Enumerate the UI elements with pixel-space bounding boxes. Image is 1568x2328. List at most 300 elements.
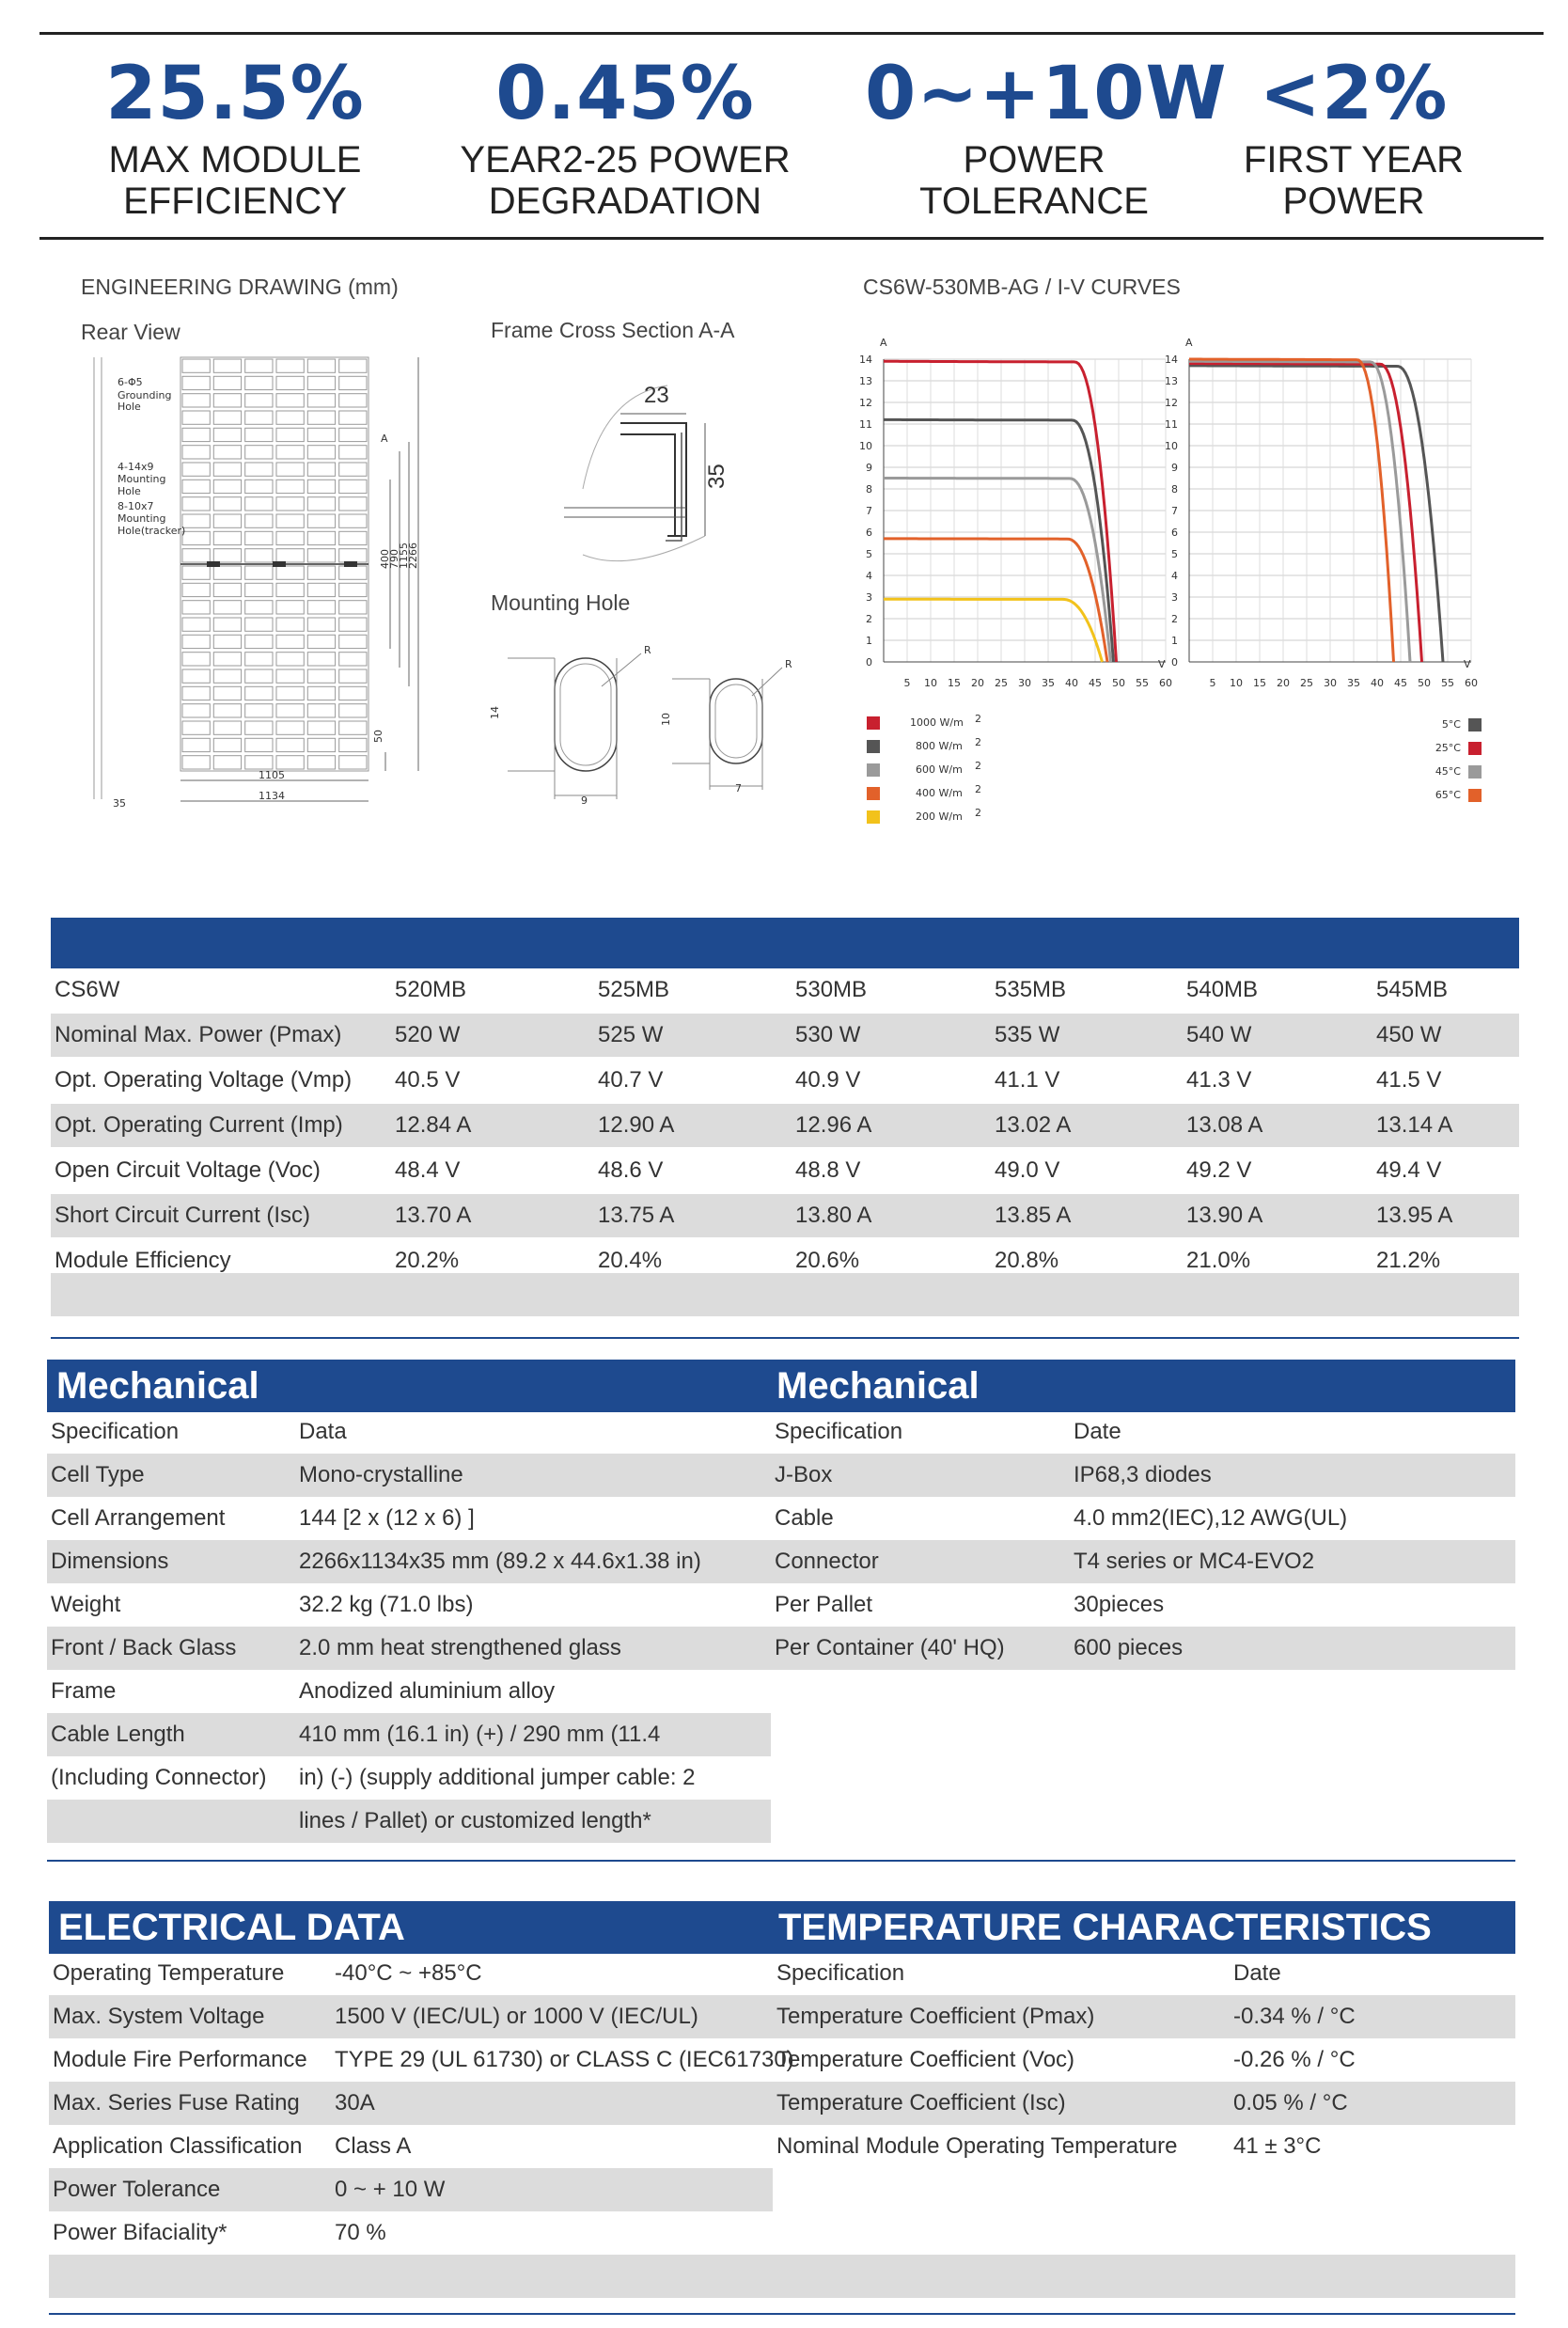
table-cell: -0.34 % / °C <box>1233 2004 1356 2029</box>
y-tick-label: 8 <box>1171 483 1178 495</box>
table-cell: 12.90 A <box>598 1112 675 1138</box>
frame-section-drawing <box>555 376 761 574</box>
table-row <box>47 1756 771 1800</box>
y-tick-label: 14 <box>1165 354 1178 366</box>
cell-mark <box>245 428 273 441</box>
cell-mark <box>182 359 210 372</box>
legend-label: 65°C <box>1435 789 1461 801</box>
table-cell: 41.1 V <box>995 1067 1060 1093</box>
table-cell: 13.95 A <box>1376 1203 1453 1228</box>
kpi-label: MAX MODULE <box>108 139 362 181</box>
dim-35: 35 <box>113 797 126 810</box>
table-row <box>49 1995 773 2038</box>
table-cell: Cell Arrangement <box>51 1505 226 1531</box>
x-tick-label: 40 <box>1065 677 1078 689</box>
cell-mark <box>182 531 210 544</box>
table-row <box>47 1800 771 1843</box>
x-tick-label: 10 <box>924 677 937 689</box>
y-tick-label: 10 <box>859 440 872 452</box>
legend-label: 600 W/m <box>916 763 963 776</box>
legend-item <box>1410 762 1485 785</box>
table-cell: (Including Connector) <box>51 1765 267 1790</box>
table-row <box>49 2168 773 2211</box>
table-cell: 30A <box>335 2090 375 2116</box>
kpi-value: 25.5% <box>105 52 365 136</box>
table-cell: Temperature Coefficient (Pmax) <box>776 2004 1095 2029</box>
table-cell: Power Tolerance <box>53 2177 221 2202</box>
x-tick-label: 35 <box>1347 677 1360 689</box>
y-tick-label: 9 <box>866 462 872 474</box>
x-tick-label: 15 <box>948 677 961 689</box>
cell-mark <box>276 376 304 389</box>
series-line <box>884 599 1103 662</box>
table-row <box>49 2255 1515 2298</box>
y-tick-label: 8 <box>866 483 872 495</box>
temperature-title: TEMPERATURE CHARACTERISTICS <box>769 1901 1515 1954</box>
kpi-bottom-rule <box>39 237 1544 240</box>
cell-mark <box>245 686 273 700</box>
table-cell: Weight <box>51 1592 121 1617</box>
table-cell: Module Efficiency <box>55 1248 231 1273</box>
table-cell: 545MB <box>1376 977 1449 1002</box>
cell-mark <box>182 583 210 596</box>
legend-item <box>867 807 1017 830</box>
cell-mark <box>339 653 367 666</box>
cell-mark <box>213 394 241 407</box>
legend-swatch <box>867 810 880 824</box>
table-cell: 12.96 A <box>795 1112 872 1138</box>
legend-swatch <box>1468 742 1482 755</box>
x-tick-label: 5 <box>903 677 911 689</box>
table-cell: 41 ± 3°C <box>1233 2133 1322 2159</box>
table-cell: 530 W <box>795 1022 861 1047</box>
table-row <box>773 1952 1515 1995</box>
dim-1134: 1134 <box>259 790 285 802</box>
section-35: 35 <box>704 464 729 489</box>
table-cell: 49.2 V <box>1186 1157 1252 1183</box>
x-tick-label: 10 <box>1230 677 1243 689</box>
table-cell: 535MB <box>995 977 1067 1002</box>
table-cell: Application Classification <box>53 2133 303 2159</box>
section-mark: A <box>381 433 388 445</box>
table-cell: 30pieces <box>1074 1592 1165 1617</box>
table-cell: Frame <box>51 1678 117 1704</box>
kpi-tolerance <box>865 49 1228 222</box>
y-tick-label: 10 <box>1165 440 1178 452</box>
y-tick-label: 4 <box>866 570 872 582</box>
legend-swatch <box>1468 765 1482 779</box>
table-cell: 48.6 V <box>598 1157 664 1183</box>
x-tick-label: 5 <box>1209 677 1216 689</box>
y-tick-label: 12 <box>859 397 872 409</box>
cell-mark <box>213 531 241 544</box>
legend-item <box>867 783 1017 807</box>
table-cell: 410 mm (16.1 in) (+) / 290 mm (11.4 <box>299 1722 661 1747</box>
x-tick-label: 50 <box>1418 677 1431 689</box>
table-cell: 40.7 V <box>598 1067 664 1093</box>
cell-mark <box>307 480 335 493</box>
cell-mark <box>182 738 210 751</box>
cell-mark <box>245 653 273 666</box>
table-cell: 540MB <box>1186 977 1259 1002</box>
mount-label: Hole <box>118 485 141 497</box>
table-cell: 13.85 A <box>995 1203 1072 1228</box>
table-cell: 49.4 V <box>1376 1157 1442 1183</box>
dim-50: 50 <box>372 730 384 743</box>
table-cell: Max. Series Fuse Rating <box>53 2090 300 2116</box>
cell-mark <box>213 446 241 459</box>
cell-mark <box>276 394 304 407</box>
table-cell: 20.2% <box>395 1248 460 1273</box>
grounding-label: Grounding <box>118 389 172 401</box>
cell-mark <box>245 411 273 424</box>
legend-swatch <box>867 787 880 800</box>
table-cell: Module Fire Performance <box>53 2047 307 2072</box>
hole-9: 9 <box>581 794 588 807</box>
table-row <box>51 1149 1519 1192</box>
table-cell: Opt. Operating Voltage (Vmp) <box>55 1067 353 1093</box>
cell-mark <box>276 721 304 734</box>
cell-mark <box>213 653 241 666</box>
y-tick-label: 0 <box>1171 656 1178 669</box>
cell-mark <box>213 411 241 424</box>
electrical-title: ELECTRICAL DATA <box>49 1901 773 1954</box>
table-cell: Data <box>299 1419 347 1444</box>
cell-mark <box>182 394 210 407</box>
x-tick-label: 15 <box>1253 677 1266 689</box>
x-tick-label: 25 <box>995 677 1008 689</box>
legend-item <box>1410 715 1485 738</box>
legend-swatch <box>867 716 880 730</box>
table-cell: 49.0 V <box>995 1157 1060 1183</box>
cell-mark <box>182 411 210 424</box>
cell-mark <box>307 653 335 666</box>
table-cell: 13.90 A <box>1186 1203 1263 1228</box>
temperature-legend <box>1410 715 1485 809</box>
x-tick-label: 30 <box>1018 677 1031 689</box>
table-cell: 2266x1134x35 mm (89.2 x 44.6x1.38 in) <box>299 1549 701 1574</box>
cell-mark <box>245 514 273 527</box>
cell-mark <box>307 583 335 596</box>
cell-mark <box>339 669 367 683</box>
cell-mark <box>245 721 273 734</box>
table-cell: 20.4% <box>598 1248 663 1273</box>
cell-mark <box>307 601 335 614</box>
cell-mark <box>276 549 304 562</box>
legend-swatch <box>1468 718 1482 731</box>
legend-sup: 2 <box>975 807 981 819</box>
cell-mark <box>276 738 304 751</box>
table-cell: 600 pieces <box>1074 1635 1184 1660</box>
x-tick-label: 55 <box>1441 677 1454 689</box>
cell-mark <box>276 446 304 459</box>
cell-mark <box>307 618 335 631</box>
x-tick-label: 30 <box>1324 677 1337 689</box>
tracker-label: Mounting <box>118 512 166 525</box>
cell-mark <box>213 635 241 648</box>
x-tick-label: 35 <box>1042 677 1055 689</box>
cell-mark <box>182 704 210 717</box>
table-cell: 13.08 A <box>1186 1112 1263 1138</box>
cell-mark <box>213 721 241 734</box>
mounting-hole-drawing <box>489 639 827 809</box>
table-row <box>51 1194 1519 1237</box>
cell-mark <box>339 601 367 614</box>
table-cell: TYPE 29 (UL 61730) or CLASS C (IEC61730) <box>335 2047 794 2072</box>
y-tick-label: 5 <box>1171 548 1178 560</box>
legend-item <box>867 760 1017 783</box>
iv-chart-irradiance <box>859 320 1175 715</box>
legend-swatch <box>1468 789 1482 802</box>
table-cell: Class A <box>335 2133 412 2159</box>
iv-chart-temperature <box>1165 320 1481 715</box>
table-row <box>51 1104 1519 1147</box>
table-cell: 13.02 A <box>995 1112 1072 1138</box>
table-row <box>47 1583 771 1627</box>
y-tick-label: 1 <box>866 635 872 647</box>
cell-mark <box>245 704 273 717</box>
legend-label: 1000 W/m <box>910 716 964 729</box>
cell-mark <box>245 583 273 596</box>
cell-mark <box>307 411 335 424</box>
cell-mark <box>307 704 335 717</box>
cell-mark <box>245 376 273 389</box>
cell-mark <box>245 463 273 476</box>
grounding-label: Hole <box>118 401 141 413</box>
table-cell: 48.8 V <box>795 1157 861 1183</box>
table-cell: 0.05 % / °C <box>1233 2090 1348 2116</box>
legend-label: 25°C <box>1435 742 1461 754</box>
cell-mark <box>276 497 304 511</box>
table-row <box>771 1410 1515 1454</box>
table-cell: Date <box>1233 1960 1281 1986</box>
x-tick-label: 20 <box>971 677 984 689</box>
cell-mark <box>307 446 335 459</box>
legend-sup: 2 <box>975 713 981 725</box>
table-cell: Open Circuit Voltage (Voc) <box>55 1157 321 1183</box>
table-cell: Dimensions <box>51 1549 169 1574</box>
grounding-label: 6-Φ5 <box>118 376 143 388</box>
table-row <box>773 2125 1515 2168</box>
cell-mark <box>339 721 367 734</box>
cell-mark <box>245 756 273 769</box>
table-cell: Power Bifaciality* <box>53 2220 227 2245</box>
cell-mark <box>339 531 367 544</box>
y-tick-label: 13 <box>1165 375 1178 387</box>
legend-sup: 2 <box>975 736 981 748</box>
table-cell: Temperature Coefficient (Isc) <box>776 2090 1066 2116</box>
table-row <box>773 2038 1515 2082</box>
cell-mark <box>276 756 304 769</box>
mechanical-title-right: Mechanical <box>767 1360 1515 1412</box>
cell-mark <box>182 721 210 734</box>
cell-mark <box>307 514 335 527</box>
cell-mark <box>213 480 241 493</box>
mount-label: 4-14x9 <box>118 461 154 473</box>
series-line <box>884 361 1117 662</box>
table-cell: 520MB <box>395 977 467 1002</box>
table-cell: Front / Back Glass <box>51 1635 237 1660</box>
cell-mark <box>339 480 367 493</box>
legend-swatch <box>867 740 880 753</box>
cell-mark <box>182 514 210 527</box>
table-cell: Nominal Module Operating Temperature <box>776 2133 1178 2159</box>
cell-mark <box>213 514 241 527</box>
table-cell: 12.84 A <box>395 1112 472 1138</box>
x-axis-unit: V <box>1464 658 1471 670</box>
table-cell: 13.14 A <box>1376 1112 1453 1138</box>
table-row <box>47 1454 771 1497</box>
table-cell: Specification <box>51 1419 180 1444</box>
cell-mark <box>182 756 210 769</box>
tracker-label: 8-10x7 <box>118 500 154 512</box>
cell-mark <box>339 411 367 424</box>
legend-item <box>867 736 1017 760</box>
table-cell: 70 % <box>335 2220 386 2245</box>
table-cell: 2.0 mm heat strengthened glass <box>299 1635 621 1660</box>
table-cell: Anodized aluminium alloy <box>299 1678 556 1704</box>
y-tick-label: 3 <box>866 591 872 604</box>
divider <box>49 2313 1515 2315</box>
top-rule <box>39 32 1544 35</box>
y-tick-label: 1 <box>1171 635 1178 647</box>
series-line <box>884 479 1111 663</box>
cell-mark <box>339 497 367 511</box>
table-row <box>51 1014 1519 1057</box>
mount-label: Mounting <box>118 473 166 485</box>
table-cell: Max. System Voltage <box>53 2004 265 2029</box>
cell-mark <box>245 549 273 562</box>
table-cell: Opt. Operating Current (Imp) <box>55 1112 343 1138</box>
cell-mark <box>245 738 273 751</box>
series-line <box>1189 366 1443 662</box>
table-cell: IP68,3 diodes <box>1074 1462 1212 1487</box>
section-23: 23 <box>644 383 669 408</box>
table-cell: 530MB <box>795 977 868 1002</box>
frame-section-caption: Frame Cross Section A-A <box>491 318 735 342</box>
cell-mark <box>276 618 304 631</box>
x-tick-label: 20 <box>1277 677 1290 689</box>
legend-swatch <box>867 763 880 777</box>
legend-item <box>1410 785 1485 809</box>
cell-mark <box>307 549 335 562</box>
cell-mark <box>307 635 335 648</box>
y-tick-label: 3 <box>1171 591 1178 604</box>
cell-mark <box>213 566 241 579</box>
kpi-label: TOLERANCE <box>919 181 1149 222</box>
table-cell: 13.80 A <box>795 1203 872 1228</box>
y-tick-label: 6 <box>866 527 872 539</box>
x-tick-label: 50 <box>1112 677 1125 689</box>
cell-mark <box>307 394 335 407</box>
cell-mark <box>182 566 210 579</box>
x-tick-label: 60 <box>1465 677 1478 689</box>
cell-mark <box>213 669 241 683</box>
cell-mark <box>182 635 210 648</box>
cell-mark <box>245 618 273 631</box>
hole-r-label: R <box>644 644 651 656</box>
cell-mark <box>245 394 273 407</box>
cell-mark <box>339 549 367 562</box>
cell-mark <box>276 704 304 717</box>
table-cell: Cable Length <box>51 1722 185 1747</box>
dim-2266: 2266 <box>407 543 419 569</box>
y-tick-label: 5 <box>866 548 872 560</box>
legend-sup: 2 <box>975 783 981 795</box>
hole-10: 10 <box>660 713 672 726</box>
table-cell: 540 W <box>1186 1022 1252 1047</box>
table-cell: 0 ~ + 10 W <box>335 2177 446 2202</box>
kpi-label: EFFICIENCY <box>123 181 347 222</box>
table-cell: 13.70 A <box>395 1203 472 1228</box>
table-row <box>49 2082 773 2125</box>
rear-view-caption: Rear View <box>81 320 180 344</box>
cell-mark <box>245 635 273 648</box>
table-cell: Date <box>1074 1419 1121 1444</box>
table-cell: 32.2 kg (71.0 lbs) <box>299 1592 474 1617</box>
table-row <box>47 1410 771 1454</box>
table-cell: 525 W <box>598 1022 664 1047</box>
cell-mark <box>339 376 367 389</box>
y-tick-label: 0 <box>866 656 872 669</box>
cell-mark <box>339 583 367 596</box>
table-row <box>47 1627 771 1670</box>
cell-mark <box>307 756 335 769</box>
cell-mark <box>213 463 241 476</box>
cell-mark <box>182 497 210 511</box>
cell-mark <box>307 463 335 476</box>
table-row <box>49 2038 794 2082</box>
y-axis-unit: A <box>1185 337 1193 349</box>
table-cell: 4.0 mm2(IEC),12 AWG(UL) <box>1074 1505 1348 1531</box>
table-cell: Cable <box>775 1505 834 1531</box>
legend-item <box>867 713 1017 736</box>
table-row <box>49 1952 773 1995</box>
kpi-value: 0~+10W <box>865 52 1228 136</box>
y-tick-label: 11 <box>859 418 872 431</box>
cell-mark <box>339 756 367 769</box>
cell-mark <box>339 463 367 476</box>
kpi-degradation <box>456 49 794 222</box>
cell-mark <box>276 531 304 544</box>
table-row <box>51 1273 1519 1316</box>
cell-mark <box>339 635 367 648</box>
cell-mark <box>339 618 367 631</box>
y-tick-label: 2 <box>1171 613 1178 625</box>
legend-label: 800 W/m <box>916 740 963 752</box>
legend-label: 45°C <box>1435 765 1461 778</box>
cell-mark <box>245 669 273 683</box>
table-cell: 525MB <box>598 977 670 1002</box>
chart-title: CS6W-530MB-AG / I-V CURVES <box>863 275 1181 299</box>
table-row <box>47 1670 771 1713</box>
divider <box>47 1860 1515 1862</box>
cell-mark <box>245 601 273 614</box>
y-tick-label: 12 <box>1165 397 1178 409</box>
cell-mark <box>182 480 210 493</box>
x-axis-unit: V <box>1158 658 1166 670</box>
cell-mark <box>213 428 241 441</box>
cell-mark <box>245 566 273 579</box>
table-cell: -40°C ~ +85°C <box>335 1960 482 1986</box>
cell-mark <box>307 738 335 751</box>
table-row <box>771 1627 1515 1670</box>
table-cell: 21.2% <box>1376 1248 1441 1273</box>
y-tick-label: 4 <box>1171 570 1178 582</box>
dim-400: 400 <box>379 549 391 569</box>
legend-item <box>1410 738 1485 762</box>
y-tick-label: 13 <box>859 375 872 387</box>
